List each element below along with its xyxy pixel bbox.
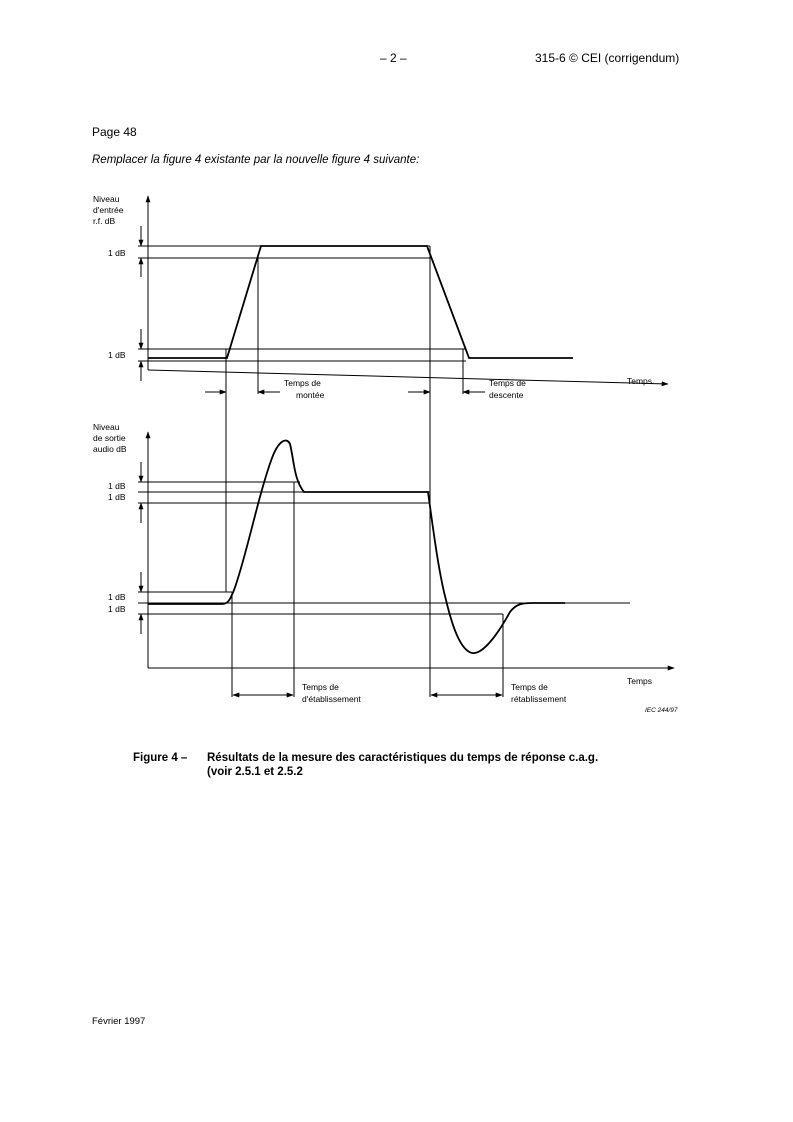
bottom-ylabel-line-3: audio dB xyxy=(93,444,127,454)
top-tol-upper-label: 1 dB xyxy=(108,248,126,258)
bottom-plot xyxy=(138,394,674,697)
top-rise-label-2: montée xyxy=(296,390,325,400)
bottom-xlabel: Temps xyxy=(627,676,653,686)
caption-line-1: Résultats de la mesure des caractéristiques du temps de réponse c.a.g. xyxy=(207,752,599,764)
bottom-ylabel-line-1: Niveau xyxy=(93,422,120,432)
top-input-signal xyxy=(148,246,573,358)
top-rise-label-1: Temps de xyxy=(284,378,321,388)
top-ylabel-line-1: Niveau xyxy=(93,194,120,204)
figure-caption xyxy=(133,751,598,779)
bottom-ylabel-line-2: de sortie xyxy=(93,433,126,443)
page-number: – 2 – xyxy=(380,51,407,65)
figure-source-tag: IEC 244/97 xyxy=(645,707,678,714)
top-ylabel-line-2: d'entrée xyxy=(93,205,124,215)
top-fall-label-2: descente xyxy=(489,390,524,400)
top-xlabel: Temps xyxy=(627,376,653,386)
page-reference: Page 48 xyxy=(92,125,137,139)
bottom-attack-label-1: Temps de xyxy=(302,682,339,692)
top-plot xyxy=(138,196,668,394)
bottom-tol-upper-label-a: 1 dB xyxy=(108,481,126,491)
top-tol-lower-label: 1 dB xyxy=(108,350,126,360)
bottom-tol-lower-label-b: 1 dB xyxy=(108,604,126,614)
top-plot-labels xyxy=(93,194,652,400)
footer-date: Février 1997 xyxy=(92,1016,146,1027)
bottom-recovery-label-2: rétablissement xyxy=(511,694,567,704)
top-fall-label-1: Temps de xyxy=(489,378,526,388)
bottom-recovery-label-1: Temps de xyxy=(511,682,548,692)
top-ylabel-line-3: r.f. dB xyxy=(93,216,116,226)
bottom-attack-label-2: d'établissement xyxy=(302,694,361,704)
bottom-output-signal xyxy=(148,440,565,653)
bottom-plot-labels xyxy=(93,422,678,714)
bottom-tol-upper-label-b: 1 dB xyxy=(108,492,126,502)
caption-figure-number: Figure 4 – xyxy=(133,752,188,764)
bottom-tol-lower-label-a: 1 dB xyxy=(108,592,126,602)
document-reference: 315-6 © CEI (corrigendum) xyxy=(535,51,680,65)
replacement-instruction: Remplacer la figure 4 existante par la nouvelle figure 4 suivante: xyxy=(92,154,420,166)
caption-line-2: (voir 2.5.1 et 2.5.2 xyxy=(207,766,303,778)
